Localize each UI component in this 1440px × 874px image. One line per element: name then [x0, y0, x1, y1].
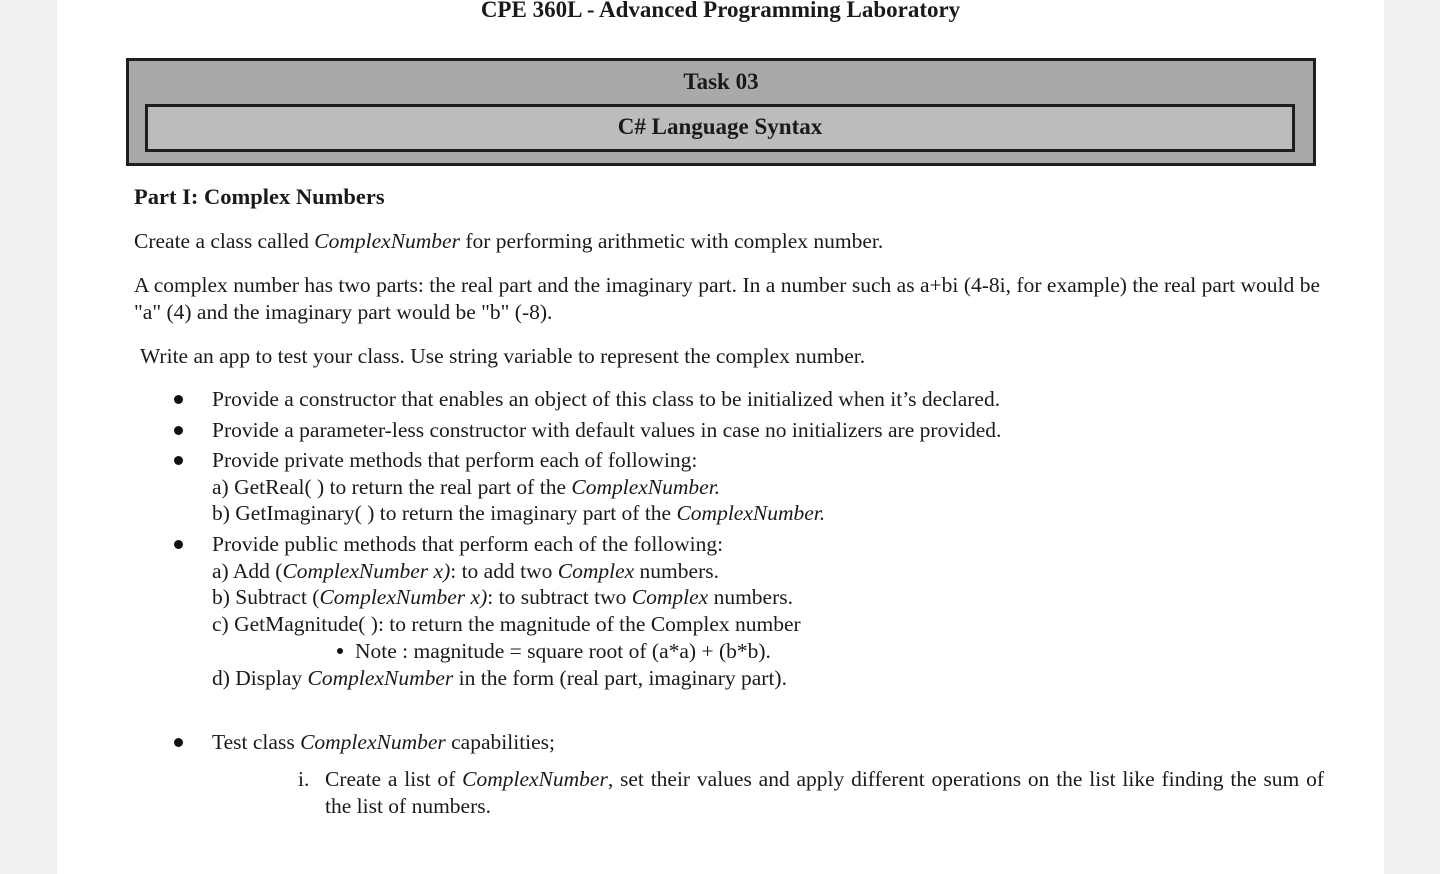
item-class-name: ComplexNumber	[462, 767, 608, 791]
bullet-private-methods: Provide private methods that perform each of following:	[212, 448, 698, 472]
roman-marker: i.	[298, 767, 310, 791]
sub-bullet-dot	[337, 648, 343, 654]
item-create-list	[325, 766, 1324, 820]
item-text: , set their values and apply different operations on the list like finding the sum of the list of numbers.	[325, 767, 1325, 818]
item-text: a) Add (	[212, 559, 283, 583]
item-getimaginary	[212, 500, 825, 527]
item-text: in the form (real part, imaginary part).	[453, 666, 787, 690]
item-text: numbers.	[708, 585, 793, 609]
item-class-name: ComplexNumber x)	[319, 585, 488, 609]
item-getreal	[212, 474, 720, 501]
item-class-name: ComplexNumber	[300, 730, 446, 754]
item-text: : to subtract two	[487, 585, 632, 609]
item-text: a) GetReal( ) to return the real part of the	[212, 475, 572, 499]
task-banner	[126, 58, 1316, 166]
item-text: b) Subtract (	[212, 585, 320, 609]
part-title: Part I: Complex Numbers	[134, 184, 385, 209]
item-text: d) Display	[212, 666, 308, 690]
item-class-name: Complex	[557, 559, 635, 583]
bullet-dot	[174, 738, 183, 747]
item-class-name: Complex	[631, 585, 709, 609]
item-class-name: ComplexNumber.	[571, 475, 721, 499]
task-subtitle: C# Language Syntax	[617, 114, 823, 139]
item-text: : to add two	[450, 559, 558, 583]
document-page	[57, 0, 1384, 874]
item-display	[212, 665, 787, 692]
intro-paragraph	[134, 228, 883, 255]
item-class-name: ComplexNumber.	[676, 501, 826, 525]
item-subtract	[212, 584, 793, 611]
bullet-test-class	[212, 729, 555, 756]
bullet-dot	[174, 395, 183, 404]
item-getmagnitude: c) GetMagnitude( ): to return the magnitude of the Complex number	[212, 612, 801, 636]
item-class-name: ComplexNumber x)	[282, 559, 451, 583]
item-text: numbers.	[634, 559, 719, 583]
bullet-dot	[174, 540, 183, 549]
task-number: Task 03	[683, 69, 759, 94]
item-class-name: ComplexNumber	[307, 666, 454, 690]
task-subtitle-box	[145, 104, 1295, 152]
instruction-paragraph: Write an app to test your class. Use string variable to represent the complex number.	[140, 344, 866, 368]
item-text: capabilities;	[445, 730, 556, 754]
item-text: Create a list of	[325, 767, 463, 791]
item-text: b) GetImaginary( ) to return the imaginary part of the	[212, 501, 677, 525]
magnitude-note: Note : magnitude = square root of (a*a) + (b*b).	[355, 639, 771, 663]
intro-text: Create a class called	[134, 229, 315, 253]
intro-text-end: for performing arithmetic with complex number.	[459, 229, 884, 253]
bullet-parameterless: Provide a parameter-less constructor with default values in case no initializers are provided.	[212, 418, 1002, 442]
bullet-dot	[174, 456, 183, 465]
item-add	[212, 558, 719, 585]
course-title: CPE 360L - Advanced Programming Laboratory	[480, 0, 961, 22]
item-text: Test class	[212, 730, 301, 754]
description-paragraph: A complex number has two parts: the real part and the imaginary part. In a number such as a+bi (4-8i, for example) the real part would be "a" (4) and the imaginary part would be "b" (-8).	[134, 273, 1320, 324]
intro-class-name: ComplexNumber	[314, 229, 460, 253]
bullet-dot	[174, 426, 183, 435]
bullet-public-methods: Provide public methods that perform each of the following:	[212, 532, 724, 556]
bullet-constructor: Provide a constructor that enables an object of this class to be initialized when it’s declared.	[212, 387, 1001, 411]
